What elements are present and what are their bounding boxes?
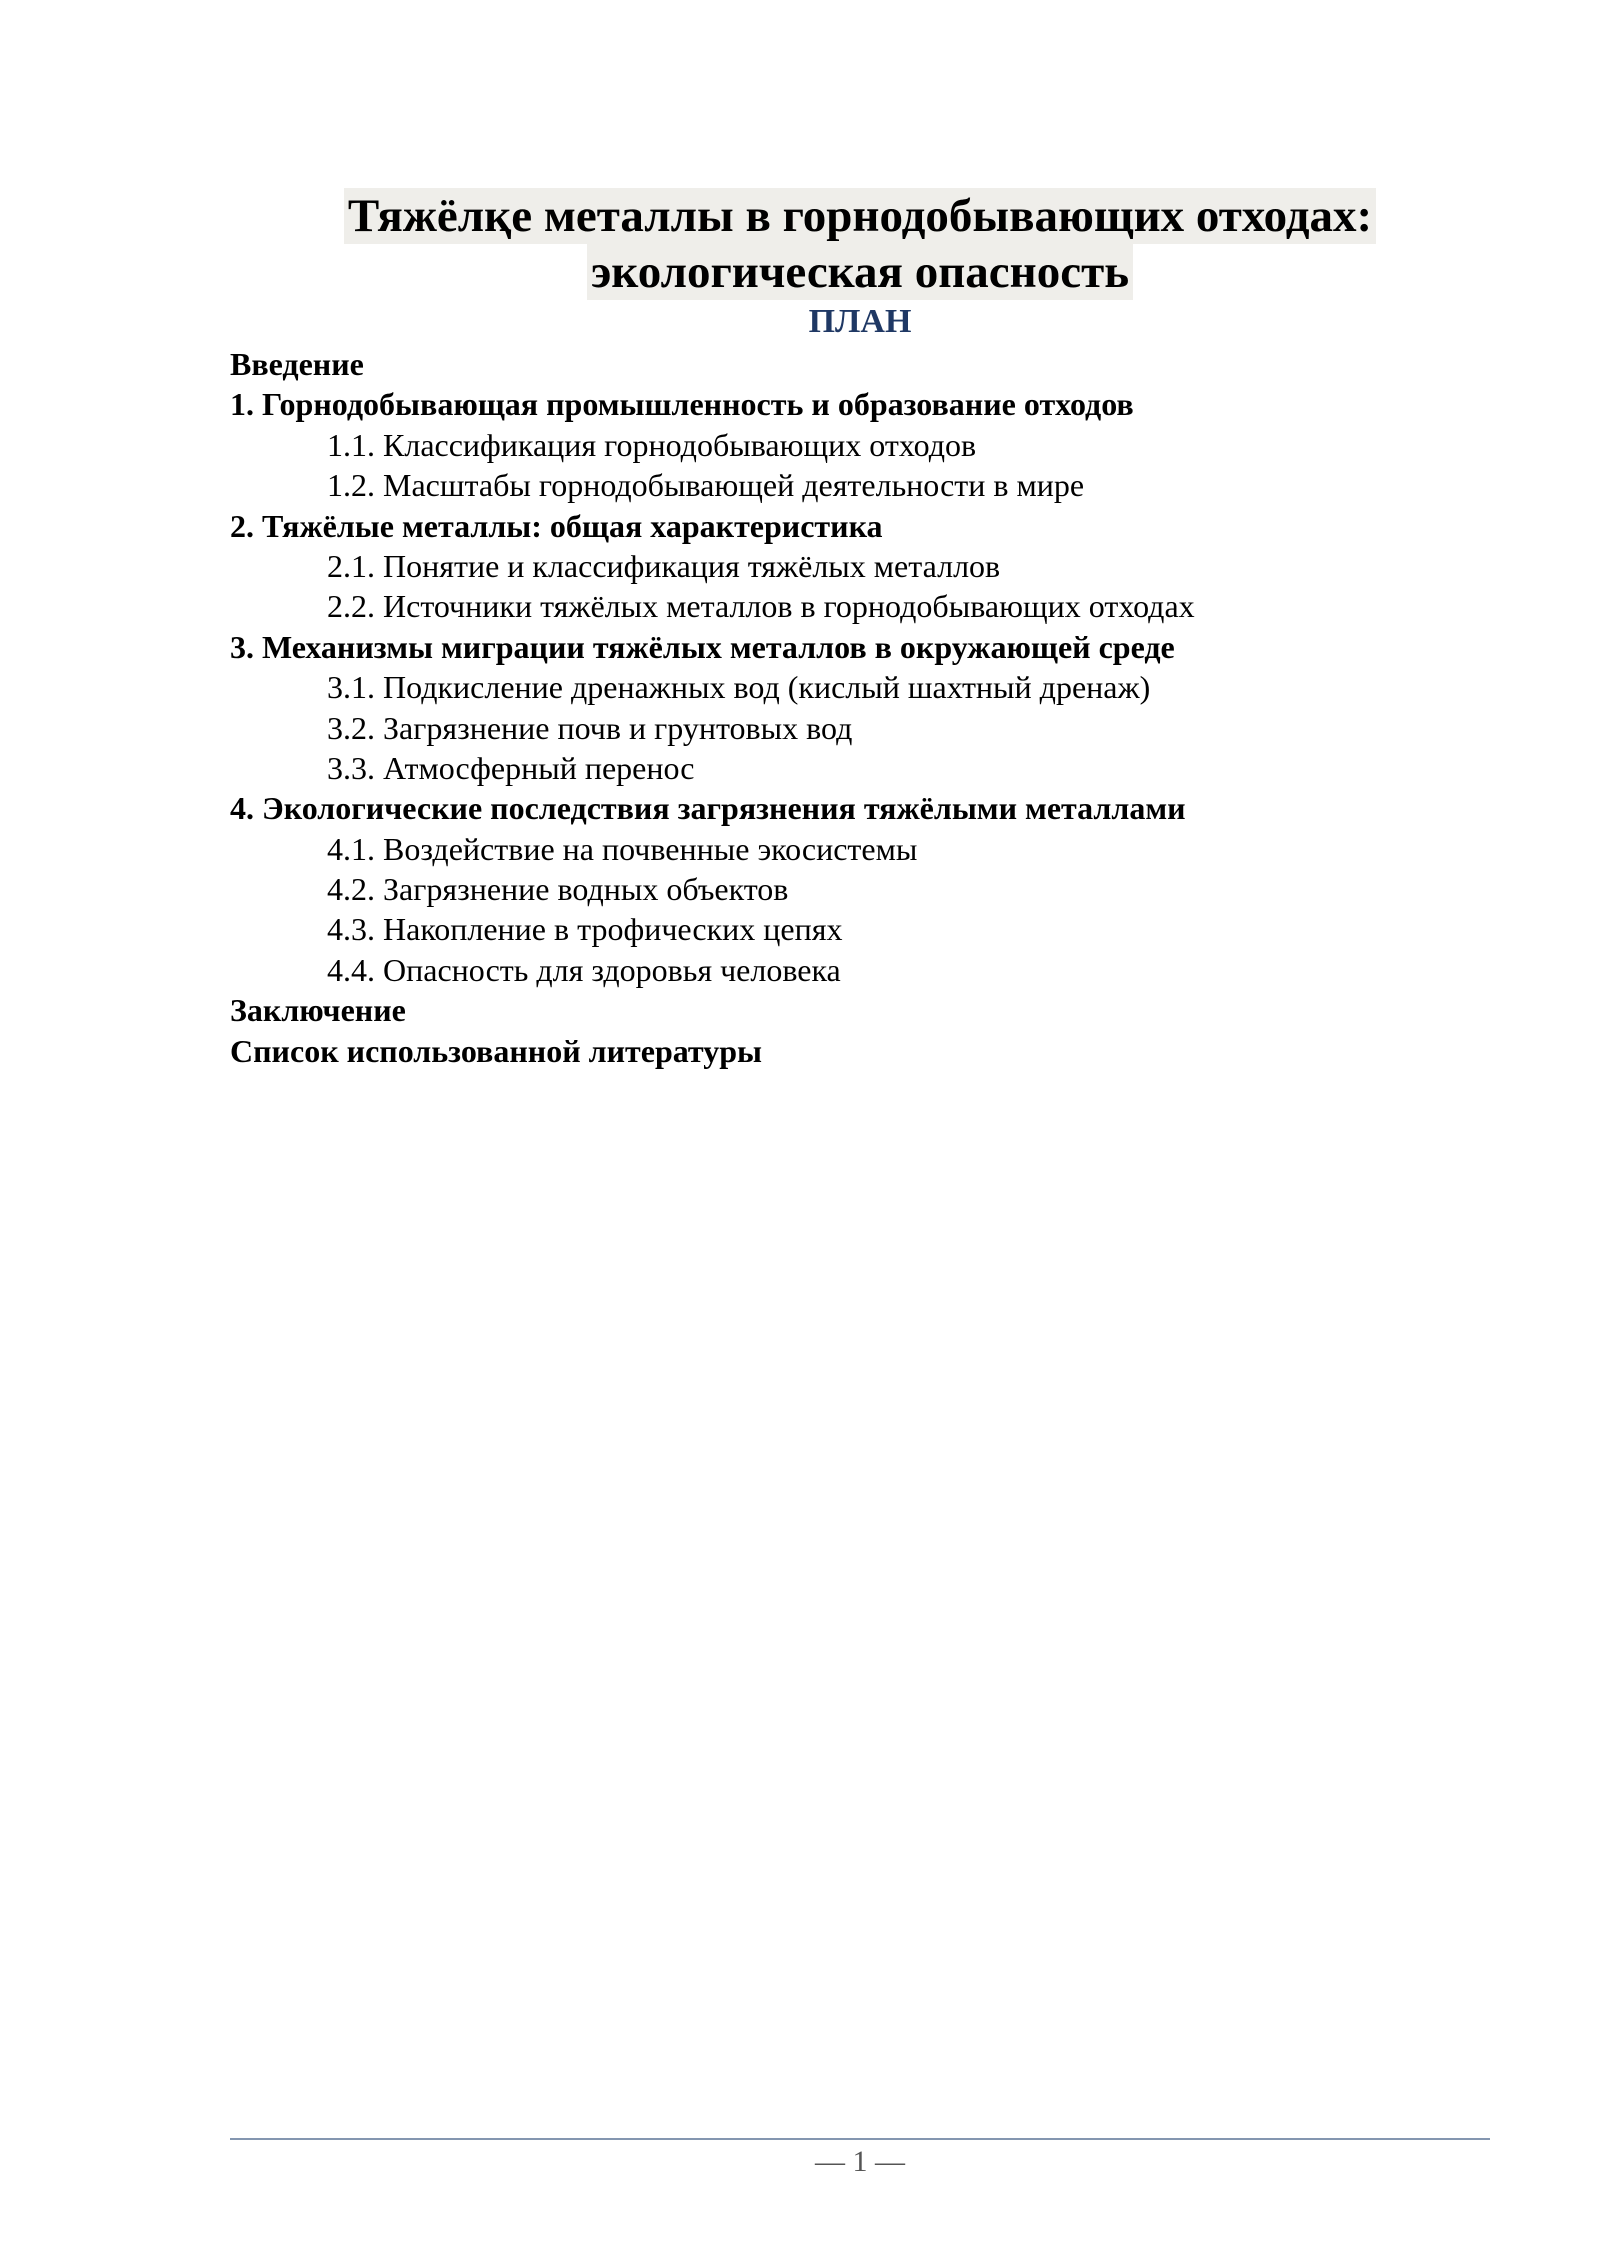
document-title	[230, 188, 1490, 300]
page-number: — 1 —	[815, 2145, 905, 2178]
toc-subsection-item: 1.1. Классификация горнодобывающих отходов	[327, 426, 977, 463]
toc-subsection-item: 2.1. Понятие и классификация тяжёлых металлов	[327, 547, 1001, 584]
toc-subsection-item: 3.1. Подкисление дренажных вод (кислый шахтный дренаж)	[327, 669, 1151, 706]
toc-section-item: 2. Тяжёлые металлы: общая характеристика	[230, 507, 883, 544]
plan-heading: ПЛАН	[808, 303, 912, 340]
toc-section-item: Введение	[230, 346, 364, 382]
toc-section-item: Список использованной литературы	[230, 1032, 762, 1069]
toc-section-item: 4. Экологические последствия загрязнения тяжёлыми металлами	[230, 790, 1186, 827]
table-of-contents	[230, 344, 1490, 1071]
toc-subsection-item: 4.1. Воздействие на почвенные экосистемы	[327, 830, 918, 867]
toc-subsection-item: 3.3. Атмосферный перенос	[327, 749, 695, 786]
toc-subsection-item: 1.2. Масштабы горнодобывающей деятельности в мире	[327, 467, 1085, 504]
toc-subsection-item: 4.2. Загрязнение водных объектов	[327, 871, 789, 908]
toc-section-item: Заключение	[230, 992, 406, 1029]
toc-subsection-item: 2.2. Источники тяжёлых металлов в горнодобывающих отходах	[327, 588, 1195, 625]
toc-subsection-item: 3.2. Загрязнение почв и грунтовых вод	[327, 709, 853, 746]
toc-section-item: 3. Механизмы миграции тяжёлых металлов в окружающей среде	[230, 628, 1175, 665]
footer-divider	[230, 2138, 1490, 2140]
title-line-1: Тяжёлқе металлы в горнодобывающих отходах:	[344, 188, 1376, 244]
title-line-2: экологическая опасность	[587, 244, 1133, 300]
toc-subsection-item: 4.4. Опасность для здоровья человека	[327, 951, 841, 988]
toc-section-item: 1. Горнодобывающая промышленность и образование отходов	[230, 386, 1134, 423]
toc-subsection-item: 4.3. Накопление в трофических цепях	[327, 911, 843, 948]
